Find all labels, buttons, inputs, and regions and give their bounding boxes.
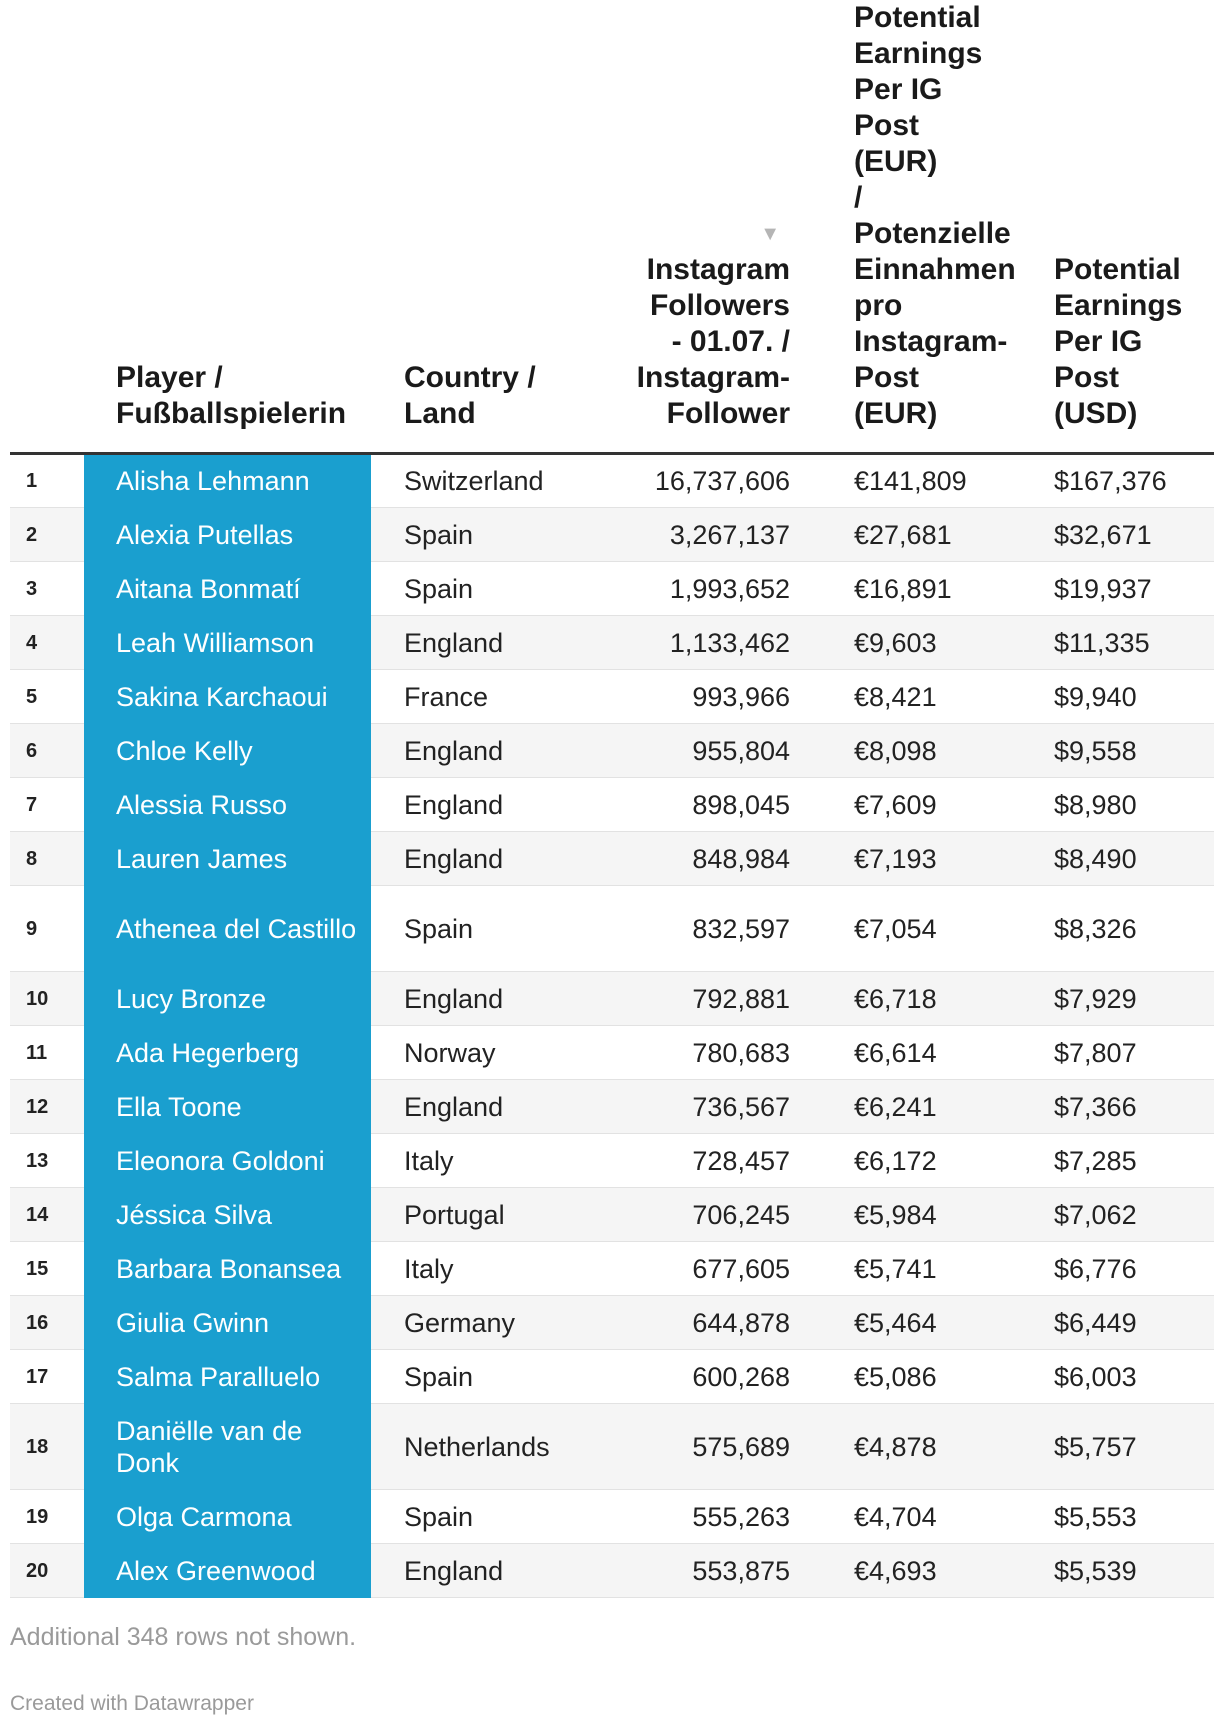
eur-cell: €6,172: [854, 1145, 937, 1176]
player-cell: Salma Paralluelo: [84, 1350, 371, 1404]
player-cell: Jéssica Silva: [84, 1188, 371, 1242]
header-line: Post (EUR): [854, 361, 938, 430]
table-row: [10, 1350, 1214, 1404]
followers-cell: 575,689: [692, 1431, 790, 1462]
usd-cell: $7,062: [1054, 1199, 1137, 1230]
header-line: (USD): [1054, 397, 1138, 430]
rank-cell: 2: [26, 523, 38, 546]
usd-cell: $167,376: [1054, 466, 1167, 496]
table-row: [10, 1188, 1214, 1242]
followers-cell: 706,245: [692, 1199, 790, 1230]
usd-cell: $7,929: [1054, 983, 1137, 1014]
header-line: Instagram-: [854, 325, 1008, 358]
player-cell: Alexia Putellas: [84, 508, 371, 562]
rank-cell: 12: [26, 1095, 49, 1118]
eur-cell: €6,718: [854, 983, 937, 1014]
country-cell: England: [404, 1091, 504, 1122]
table-row: [10, 1404, 1214, 1490]
rank-cell: 14: [26, 1203, 49, 1226]
column-header-player[interactable]: [84, 0, 371, 454]
player-cell: Barbara Bonansea: [84, 1242, 371, 1296]
rank-cell: 11: [26, 1041, 48, 1064]
eur-cell: €4,878: [854, 1431, 937, 1462]
country-cell: England: [404, 983, 504, 1014]
rank-cell: 13: [26, 1149, 49, 1172]
eur-cell: €8,421: [854, 681, 937, 712]
header-line: Earnings: [1054, 289, 1183, 322]
rank-cell: 9: [26, 917, 38, 940]
followers-cell: 1,993,652: [669, 573, 790, 604]
rank-cell: 18: [26, 1435, 49, 1458]
rank-cell: 17: [26, 1365, 49, 1388]
rank-cell: 19: [26, 1505, 49, 1528]
table-row: [10, 1026, 1214, 1080]
country-cell: Spain: [404, 913, 474, 944]
player-cell: Aitana Bonmatí: [84, 562, 371, 616]
player-cell: Giulia Gwinn: [84, 1296, 371, 1350]
column-header-country[interactable]: [371, 0, 586, 454]
country-cell: England: [404, 735, 504, 766]
usd-cell: $11,335: [1054, 627, 1150, 658]
followers-cell: 832,597: [692, 913, 790, 944]
rank-cell: 15: [26, 1257, 49, 1280]
header-line: Followers: [649, 289, 790, 322]
eur-cell: €5,086: [854, 1361, 937, 1392]
usd-cell: $8,326: [1054, 913, 1137, 944]
header-line: Land: [404, 397, 476, 430]
rank-cell: 16: [26, 1311, 49, 1334]
country-cell: England: [404, 789, 504, 820]
eur-cell: €5,984: [854, 1199, 937, 1230]
player-cell: Chloe Kelly: [84, 724, 371, 778]
column-header-followers[interactable]: [586, 0, 790, 454]
table-row: [10, 1242, 1214, 1296]
column-header-usd[interactable]: [1010, 0, 1214, 454]
rank-cell: 4: [26, 631, 38, 654]
player-cell: Daniëlle van de Donk: [84, 1404, 371, 1490]
eur-cell: €16,891: [854, 573, 952, 604]
followers-cell: 1,133,462: [669, 627, 790, 658]
followers-cell: 600,268: [692, 1361, 790, 1392]
sort-descending-icon: ▼: [760, 223, 780, 245]
usd-cell: $5,757: [1054, 1431, 1137, 1462]
followers-cell: 644,878: [692, 1307, 790, 1338]
eur-cell: €7,054: [854, 913, 937, 944]
eur-cell: €27,681: [854, 519, 952, 550]
player-cell: Lauren James: [84, 832, 371, 886]
eur-cell: €6,614: [854, 1037, 937, 1068]
header-line: Follower: [666, 397, 790, 430]
header-line: pro: [854, 289, 903, 322]
country-cell: Portugal: [404, 1199, 505, 1230]
column-header-rank[interactable]: [10, 0, 84, 454]
header-line: Potenzielle: [854, 217, 1011, 250]
player-cell: Sakina Karchaoui: [84, 670, 371, 724]
country-cell: Spain: [404, 573, 474, 604]
country-cell: Spain: [404, 1501, 474, 1532]
eur-cell: €7,609: [854, 789, 937, 820]
data-table: [10, 0, 1214, 1598]
country-cell: England: [404, 843, 504, 874]
table-body: [10, 454, 1214, 1598]
eur-cell: €5,464: [854, 1307, 937, 1338]
eur-cell: €6,241: [854, 1091, 937, 1122]
country-cell: Spain: [404, 519, 474, 550]
usd-cell: $9,558: [1054, 735, 1137, 766]
header-line: Fußballspielerin: [116, 397, 347, 430]
header-line: Potential: [854, 1, 981, 34]
usd-cell: $8,490: [1054, 843, 1137, 874]
followers-cell: 792,881: [692, 983, 790, 1014]
eur-cell: €141,809: [854, 466, 967, 496]
table-row: [10, 454, 1214, 508]
header-line: Country /: [404, 361, 536, 394]
rows-not-shown-note: Additional 348 rows not shown.: [10, 1623, 357, 1651]
usd-cell: $6,449: [1054, 1307, 1137, 1338]
followers-cell: 555,263: [692, 1501, 790, 1532]
usd-cell: $7,285: [1054, 1145, 1137, 1176]
player-cell: Leah Williamson: [84, 616, 371, 670]
player-cell: Ella Toone: [84, 1080, 371, 1134]
header-line: Einnahmen: [854, 253, 1016, 286]
table-row: [10, 562, 1214, 616]
table-row: [10, 886, 1214, 972]
followers-cell: 955,804: [692, 735, 790, 766]
table-row: [10, 724, 1214, 778]
country-cell: Spain: [404, 1361, 474, 1392]
usd-cell: $6,776: [1054, 1253, 1137, 1284]
header-line: Post: [1054, 361, 1120, 394]
player-cell: Ada Hegerberg: [84, 1026, 371, 1080]
country-cell: Switzerland: [404, 466, 544, 496]
eur-cell: €8,098: [854, 735, 937, 766]
header-line: Per IG: [1054, 325, 1143, 358]
table-row: [10, 1544, 1214, 1598]
eur-cell: €4,704: [854, 1501, 937, 1532]
rank-cell: 10: [26, 987, 49, 1010]
followers-cell: 848,984: [692, 843, 790, 874]
table-row: [10, 832, 1214, 886]
usd-cell: $32,671: [1054, 519, 1152, 550]
player-cell: Alex Greenwood: [84, 1544, 371, 1598]
header-row: [10, 0, 1214, 454]
header-line: - 01.07. /: [671, 325, 790, 358]
followers-cell: 780,683: [692, 1037, 790, 1068]
usd-cell: $7,366: [1054, 1091, 1137, 1122]
table-row: [10, 508, 1214, 562]
eur-cell: €7,193: [854, 843, 937, 874]
player-cell: Alessia Russo: [84, 778, 371, 832]
rank-cell: 20: [26, 1559, 49, 1582]
followers-cell: 3,267,137: [669, 519, 790, 550]
header-line: Earnings: [854, 37, 983, 70]
header-line: Instagram-: [636, 361, 790, 394]
rank-cell: 6: [26, 739, 38, 762]
player-cell: Eleonora Goldoni: [84, 1134, 371, 1188]
eur-cell: €9,603: [854, 627, 937, 658]
country-cell: Germany: [404, 1307, 516, 1338]
country-cell: England: [404, 1555, 504, 1586]
eur-cell: €5,741: [854, 1253, 937, 1284]
usd-cell: $6,003: [1054, 1361, 1137, 1392]
player-cell: Alisha Lehmann: [84, 454, 371, 508]
country-cell: France: [404, 681, 489, 712]
followers-cell: 728,457: [692, 1145, 790, 1176]
country-cell: Italy: [404, 1145, 454, 1176]
column-header-eur[interactable]: [790, 0, 1016, 454]
country-cell: Italy: [404, 1253, 454, 1284]
usd-cell: $9,940: [1054, 681, 1137, 712]
country-cell: Norway: [404, 1037, 496, 1068]
followers-cell: 736,567: [692, 1091, 790, 1122]
table-row: [10, 1490, 1214, 1544]
followers-cell: 16,737,606: [654, 466, 790, 496]
header-line: /: [854, 181, 863, 214]
player-cell: Olga Carmona: [84, 1490, 371, 1544]
rank-cell: 5: [26, 685, 38, 708]
usd-cell: $7,807: [1054, 1037, 1137, 1068]
player-cell: Lucy Bronze: [84, 972, 371, 1026]
followers-cell: 993,966: [692, 681, 790, 712]
table-row: [10, 972, 1214, 1026]
table-row: [10, 1080, 1214, 1134]
usd-cell: $8,980: [1054, 789, 1137, 820]
usd-cell: $19,937: [1054, 573, 1152, 604]
header-line: Post (EUR): [854, 109, 938, 178]
usd-cell: $5,539: [1054, 1555, 1137, 1586]
table-row: [10, 616, 1214, 670]
column-header-followers-label: [586, 252, 790, 432]
country-cell: Netherlands: [404, 1431, 550, 1462]
table-row: [10, 778, 1214, 832]
datawrapper-credit[interactable]: Created with Datawrapper: [10, 1692, 254, 1715]
table-row: [10, 670, 1214, 724]
rank-cell: 7: [26, 793, 38, 816]
header-line: Per IG: [854, 73, 943, 106]
table-row: [10, 1134, 1214, 1188]
header-line: Potential: [1054, 253, 1181, 286]
header-line: Player /: [116, 361, 223, 394]
followers-cell: 553,875: [692, 1555, 790, 1586]
player-cell: Athenea del Castillo: [84, 886, 371, 972]
followers-cell: 677,605: [692, 1253, 790, 1284]
table-row: [10, 1296, 1214, 1350]
rank-cell: 1: [26, 470, 38, 492]
header-line: Instagram: [646, 253, 790, 286]
eur-cell: €4,693: [854, 1555, 937, 1586]
usd-cell: $5,553: [1054, 1501, 1137, 1532]
rank-cell: 3: [26, 577, 38, 600]
data-table-container: [10, 0, 1214, 1598]
country-cell: England: [404, 627, 504, 658]
followers-cell: 898,045: [692, 789, 790, 820]
rank-cell: 8: [26, 847, 38, 870]
